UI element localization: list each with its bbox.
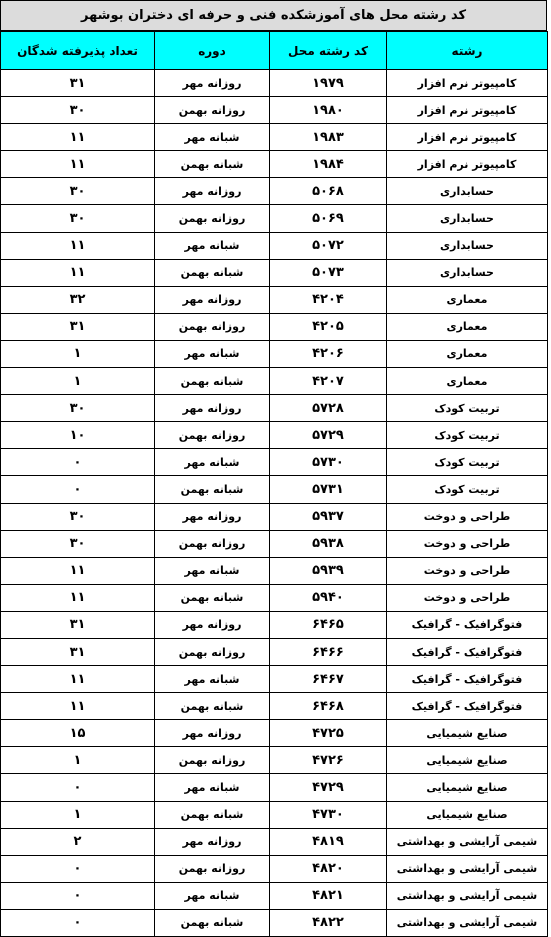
cell-code: ۵۹۳۷ <box>270 503 387 530</box>
cell-period: روزانه مهر <box>155 503 270 530</box>
cell-code: ۴۲۰۷ <box>270 368 387 395</box>
cell-major: طراحی و دوخت <box>387 557 548 584</box>
cell-count: ۳۱ <box>1 611 155 638</box>
table-row <box>1 666 548 693</box>
cell-count: ۰ <box>1 909 155 936</box>
cell-code: ۵۷۲۸ <box>270 395 387 422</box>
cell-code: ۵۰۶۹ <box>270 205 387 232</box>
cell-period: روزانه مهر <box>155 611 270 638</box>
cell-period: روزانه بهمن <box>155 747 270 774</box>
cell-major: تربیت کودک <box>387 449 548 476</box>
cell-count: ۳۰ <box>1 503 155 530</box>
cell-major: شیمی آرایشی و بهداشتی <box>387 909 548 936</box>
cell-period: شبانه بهمن <box>155 259 270 286</box>
cell-count: ۱۱ <box>1 124 155 151</box>
cell-count: ۱۱ <box>1 259 155 286</box>
cell-count: ۳۱ <box>1 638 155 665</box>
table-row <box>1 395 548 422</box>
cell-count: ۱ <box>1 747 155 774</box>
table-body <box>1 70 548 937</box>
cell-period: روزانه مهر <box>155 720 270 747</box>
table-row <box>1 774 548 801</box>
cell-period: روزانه مهر <box>155 70 270 97</box>
cell-code: ۴۸۲۱ <box>270 882 387 909</box>
cell-period: روزانه بهمن <box>155 205 270 232</box>
cell-major: معماری <box>387 340 548 367</box>
cell-period: شبانه بهمن <box>155 476 270 503</box>
cell-count: ۱۱ <box>1 693 155 720</box>
cell-period: روزانه مهر <box>155 178 270 205</box>
cell-code: ۱۹۷۹ <box>270 70 387 97</box>
cell-count: ۰ <box>1 855 155 882</box>
cell-major: شیمی آرایشی و بهداشتی <box>387 828 548 855</box>
cell-code: ۴۲۰۴ <box>270 286 387 313</box>
cell-major: صنایع شیمیایی <box>387 801 548 828</box>
cell-count: ۳۲ <box>1 286 155 313</box>
table-row <box>1 151 548 178</box>
table-row <box>1 720 548 747</box>
cell-major: صنایع شیمیایی <box>387 747 548 774</box>
cell-count: ۱۱ <box>1 666 155 693</box>
cell-period: شبانه بهمن <box>155 151 270 178</box>
table-row <box>1 232 548 259</box>
table-row <box>1 124 548 151</box>
cell-major: کامپیوتر نرم افزار <box>387 151 548 178</box>
cell-code: ۵۷۳۱ <box>270 476 387 503</box>
cell-code: ۵۹۴۰ <box>270 584 387 611</box>
cell-major: صنایع شیمیایی <box>387 774 548 801</box>
cell-major: کامپیوتر نرم افزار <box>387 97 548 124</box>
cell-code: ۴۷۲۵ <box>270 720 387 747</box>
cell-count: ۱۵ <box>1 720 155 747</box>
cell-count: ۱۱ <box>1 151 155 178</box>
cell-major: معماری <box>387 313 548 340</box>
table-row <box>1 286 548 313</box>
cell-major: حسابداری <box>387 259 548 286</box>
cell-period: شبانه بهمن <box>155 693 270 720</box>
table-row <box>1 557 548 584</box>
cell-count: ۱ <box>1 801 155 828</box>
table-row <box>1 638 548 665</box>
cell-code: ۴۲۰۶ <box>270 340 387 367</box>
table-row <box>1 476 548 503</box>
cell-period: روزانه مهر <box>155 828 270 855</box>
table-row <box>1 801 548 828</box>
table-row <box>1 259 548 286</box>
cell-code: ۴۲۰۵ <box>270 313 387 340</box>
cell-count: ۰ <box>1 774 155 801</box>
cell-major: فتوگرافیک - گرافیک <box>387 611 548 638</box>
cell-code: ۴۷۲۹ <box>270 774 387 801</box>
cell-code: ۵۷۳۰ <box>270 449 387 476</box>
cell-count: ۳۱ <box>1 313 155 340</box>
cell-count: ۱ <box>1 368 155 395</box>
cell-code: ۴۸۲۰ <box>270 855 387 882</box>
cell-major: فتوگرافیک - گرافیک <box>387 666 548 693</box>
table-row <box>1 70 548 97</box>
table-row <box>1 855 548 882</box>
cell-period: روزانه بهمن <box>155 855 270 882</box>
cell-code: ۶۴۶۸ <box>270 693 387 720</box>
cell-major: تربیت کودک <box>387 476 548 503</box>
cell-period: روزانه بهمن <box>155 530 270 557</box>
cell-period: روزانه مهر <box>155 395 270 422</box>
cell-count: ۳۰ <box>1 205 155 232</box>
table-row <box>1 205 548 232</box>
cell-major: حسابداری <box>387 178 548 205</box>
cell-major: طراحی و دوخت <box>387 503 548 530</box>
cell-major: کامپیوتر نرم افزار <box>387 70 548 97</box>
table-row <box>1 909 548 936</box>
cell-major: تربیت کودک <box>387 395 548 422</box>
cell-period: شبانه مهر <box>155 666 270 693</box>
cell-major: معماری <box>387 286 548 313</box>
cell-code: ۵۹۳۹ <box>270 557 387 584</box>
cell-count: ۳۰ <box>1 97 155 124</box>
header-count: تعداد پذیرفته شدگان <box>1 32 155 70</box>
cell-period: شبانه مهر <box>155 449 270 476</box>
cell-count: ۱۱ <box>1 232 155 259</box>
cell-count: ۲ <box>1 828 155 855</box>
table-row <box>1 368 548 395</box>
table-row <box>1 422 548 449</box>
cell-period: شبانه بهمن <box>155 909 270 936</box>
cell-major: معماری <box>387 368 548 395</box>
cell-count: ۰ <box>1 449 155 476</box>
cell-major: کامپیوتر نرم افزار <box>387 124 548 151</box>
table-row <box>1 503 548 530</box>
table-row <box>1 97 548 124</box>
table-row <box>1 340 548 367</box>
cell-code: ۱۹۸۴ <box>270 151 387 178</box>
table-title: کد رشته محل های آموزشکده فنی و حرفه ای دختران بوشهر <box>0 0 547 31</box>
header-period: دوره <box>155 32 270 70</box>
cell-period: روزانه بهمن <box>155 97 270 124</box>
cell-period: شبانه مهر <box>155 774 270 801</box>
cell-code: ۵۰۶۸ <box>270 178 387 205</box>
table-row <box>1 584 548 611</box>
cell-period: شبانه بهمن <box>155 368 270 395</box>
cell-code: ۶۴۶۵ <box>270 611 387 638</box>
cell-major: صنایع شیمیایی <box>387 720 548 747</box>
table-row <box>1 828 548 855</box>
cell-major: فتوگرافیک - گرافیک <box>387 693 548 720</box>
header-major: رشته <box>387 32 548 70</box>
cell-count: ۳۰ <box>1 395 155 422</box>
cell-count: ۳۱ <box>1 70 155 97</box>
cell-count: ۰ <box>1 882 155 909</box>
table-row <box>1 747 548 774</box>
cell-code: ۵۰۷۲ <box>270 232 387 259</box>
cell-period: شبانه بهمن <box>155 801 270 828</box>
table-row <box>1 313 548 340</box>
cell-period: شبانه مهر <box>155 882 270 909</box>
cell-major: شیمی آرایشی و بهداشتی <box>387 882 548 909</box>
cell-period: روزانه مهر <box>155 286 270 313</box>
cell-period: شبانه مهر <box>155 232 270 259</box>
cell-code: ۴۸۱۹ <box>270 828 387 855</box>
cell-count: ۳۰ <box>1 530 155 557</box>
table-row <box>1 530 548 557</box>
cell-major: شیمی آرایشی و بهداشتی <box>387 855 548 882</box>
cell-code: ۵۰۷۳ <box>270 259 387 286</box>
cell-major: حسابداری <box>387 205 548 232</box>
table-row <box>1 882 548 909</box>
table-row <box>1 693 548 720</box>
cell-major: فتوگرافیک - گرافیک <box>387 638 548 665</box>
cell-count: ۱۱ <box>1 557 155 584</box>
cell-code: ۱۹۸۳ <box>270 124 387 151</box>
cell-code: ۵۷۲۹ <box>270 422 387 449</box>
cell-major: حسابداری <box>387 232 548 259</box>
cell-code: ۶۴۶۶ <box>270 638 387 665</box>
cell-code: ۵۹۳۸ <box>270 530 387 557</box>
cell-period: روزانه بهمن <box>155 638 270 665</box>
cell-count: ۳۰ <box>1 178 155 205</box>
cell-count: ۰ <box>1 476 155 503</box>
cell-code: ۴۷۳۰ <box>270 801 387 828</box>
cell-period: شبانه بهمن <box>155 584 270 611</box>
cell-code: ۱۹۸۰ <box>270 97 387 124</box>
cell-count: ۱۱ <box>1 584 155 611</box>
table-row <box>1 178 548 205</box>
cell-period: شبانه مهر <box>155 340 270 367</box>
cell-count: ۱۰ <box>1 422 155 449</box>
table-row <box>1 449 548 476</box>
table-row <box>1 611 548 638</box>
cell-period: شبانه مهر <box>155 557 270 584</box>
cell-code: ۴۷۲۶ <box>270 747 387 774</box>
majors-table <box>0 31 548 937</box>
cell-code: ۴۸۲۲ <box>270 909 387 936</box>
cell-major: طراحی و دوخت <box>387 584 548 611</box>
header-code: کد رشته محل <box>270 32 387 70</box>
cell-period: شبانه مهر <box>155 124 270 151</box>
cell-period: روزانه بهمن <box>155 313 270 340</box>
cell-major: تربیت کودک <box>387 422 548 449</box>
cell-major: طراحی و دوخت <box>387 530 548 557</box>
cell-count: ۱ <box>1 340 155 367</box>
header-row <box>1 32 548 70</box>
cell-code: ۶۴۶۷ <box>270 666 387 693</box>
cell-period: روزانه بهمن <box>155 422 270 449</box>
